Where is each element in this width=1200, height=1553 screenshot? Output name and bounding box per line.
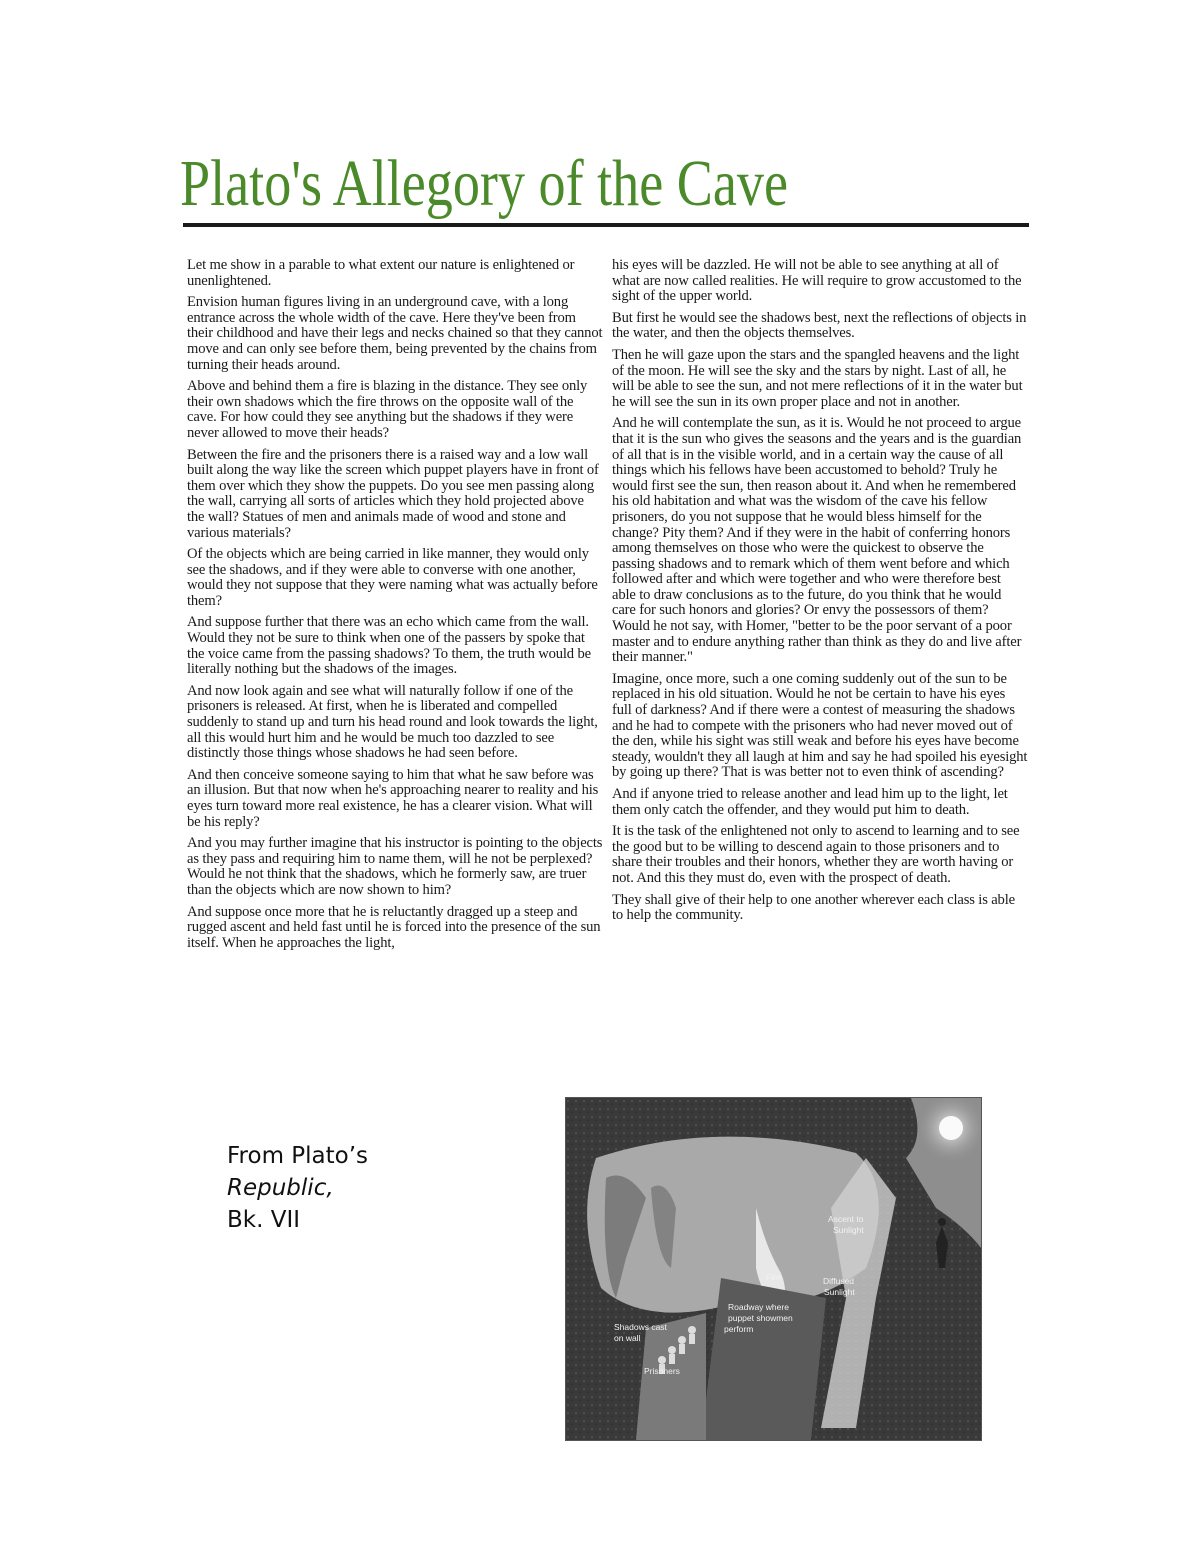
paragraph: Envision human figures living in an underground cave, with a long entrance across the whole width of the cave. Here they've been from their childhood and have their legs and necks chained so that they cannot move and can only see before them, being prevented by the chains from turning their heads around. (187, 294, 603, 373)
label-shadows: on wall (614, 1333, 641, 1343)
cave-illustration (565, 1097, 982, 1441)
page-title: Plato's Allegory of the Cave (180, 147, 788, 220)
paragraph: Then he will gaze upon the stars and the spangled heavens and the light of the moon. He will see the sky and the stars by night. Last of all, he will be able to see the sun, and not mere reflections of it in the water but he will see the sun in its own proper place and not in another. (612, 346, 1023, 410)
paragraph: And now look again and see what will naturally follow if one of the prisoners is released. At first, when he is liberated and compelled suddenly to stand up and turn his head round and look towards the light, all this would hurt him and he would be much too dazzled to see distinctly those things whose shadows he had seen before. (187, 682, 598, 762)
paragraph: And suppose once more that he is reluctantly dragged up a steep and rugged ascent and held fast until he is forced into the presence of the sun itself. When he approaches the light, (187, 903, 601, 951)
citation-book-title: Republic, (227, 1175, 334, 1201)
paragraph: They shall give of their help to one another wherever each class is able to help the community. (612, 891, 1015, 924)
paragraph: And then conceive someone saying to him that what he saw before was an illusion. But that now when he's approaching nearer to reality and his eyes turn toward more real existence, he has a clearer vision. What will be his reply? (187, 766, 599, 830)
title-divider (183, 223, 1029, 227)
citation-line: Bk. VII (227, 1207, 301, 1233)
citation-line: From Plato’s (227, 1143, 369, 1169)
label-prisoners: Prisoners (644, 1366, 680, 1376)
paragraph: And if anyone tried to release another and lead him up to the light, let them only catch the offender, and they would put him to death. (612, 786, 1008, 818)
label-diffused: Sunlight (824, 1287, 855, 1297)
source-citation (227, 1140, 368, 1236)
paragraph: It is the task of the enlightened not only to ascend to learning and to see the good but to be willing to descend again to those prisoners and to share their troubles and their honors, whether they are worth having or not. And this they must do, even with the prospect of death. (612, 823, 1020, 886)
label-ascent: Ascent to (828, 1214, 864, 1224)
label-roadway: perform (724, 1324, 754, 1334)
paragraph: And he will contemplate the sun, as it is. Would he not proceed to argue that it is the sun who gives the seasons and the years and is the guardian of all that is in the visible world, and in a certain way the cause of all things which his fellows have been accustomed to behold? Truly he would first see the sun, then reason about it. And when he remembered his old habitation and what was the wisdom of the cave his fellow prisoners, do you not suppose that he would bless himself for the change? Pity them? And if they were in the habit of conferring honors among themselves on those who were the quickest to observe the passing shadows and to remark which of them went before and which followed after and which were together and who were therefore best able to draw conclusions as to the future, do you think that he would care for such honors and glories? Or envy the possessors of them? Would he not say, with Homer, "better to be the poor servant of a poor master and to endure anything rather than think as they do and live after their manner." (612, 415, 1022, 666)
paragraph: And suppose further that there was an echo which came from the wall. Would they not be sure to think when one of the passers by spoke that the voice came from the passing shadows? To them, the truth would be literally nothing but the shadows of the images. (187, 614, 591, 678)
label-diffused: Diffused (823, 1276, 855, 1286)
sun-disc (939, 1116, 963, 1140)
left-column (187, 258, 603, 957)
paragraph: his eyes will be dazzled. He will not be able to see anything at all of what are now called realities. He will require to grow accustomed to the sight of the upper world. (612, 257, 1022, 305)
label-ascent: Sunlight (833, 1225, 864, 1235)
label-shadows: Shadows cast (614, 1322, 667, 1332)
paragraph: Let me show in a parable to what extent our nature is enlightened or unenlightened. (187, 257, 575, 289)
paragraph: Between the fire and the prisoners there is a raised way and a low wall built along the way like the screen which puppet players have in front of them over which they show the puppets. Do you see men passing along the wall, carrying all sorts of articles which they hold projected above the wall? Statues of men and animals made of wood and stone and various materials? (187, 446, 599, 541)
paragraph: And you may further imagine that his instructor is pointing to the objects as they pass and requiring him to name them, will he not be perplexed? Would he not think that the shadows, which he formerly saw, are truer than the objects which are now shown to him? (187, 835, 603, 898)
paragraph: Imagine, once more, such a one coming suddenly out of the sun to be replaced in his old situation. Would he not be certain to have his eyes full of darkness? And if there were a contest of measuring the shadows and he had to compete with the prisoners who had never moved out of the den, while his sight was still weak and before his eyes have become steady, wouldn't they all laugh at him and say he had spoiled his eyesight by going up there? That is was better not to even think of ascending? (612, 670, 1028, 781)
label-roadway: Roadway where (728, 1302, 789, 1312)
prisoner-ledge (636, 1313, 706, 1440)
label-roadway: puppet showmen (728, 1313, 793, 1323)
paragraph: But first he would see the shadows best, next the reflections of objects in the water, and then the objects themselves. (612, 309, 1027, 342)
paragraph: Above and behind them a fire is blazing in the distance. They see only their own shadows which the fire throws on the opposite wall of the cave. For how could they see anything but the shadows if they were never allowed to move their heads? (187, 378, 588, 441)
right-column (612, 258, 1028, 930)
paragraph: Of the objects which are being carried in like manner, they would only see the shadows, and if they were able to converse with one another, would they not suppose that they were naming what was actually before them? (187, 546, 598, 609)
label-fire: Fire (766, 1272, 781, 1282)
